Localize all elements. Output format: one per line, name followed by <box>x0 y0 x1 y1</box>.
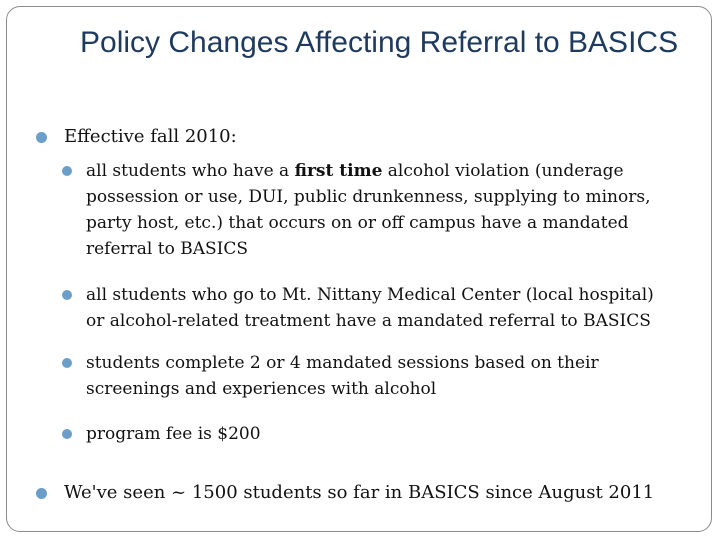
sub-bullet-medical-center <box>62 282 672 334</box>
emphasis-first-time: first time <box>294 161 383 181</box>
bullet-dot-icon <box>62 358 72 368</box>
sub-bullet-text: all students who go to Mt. Nittany Medical Center (local hospital) or alcohol-related treatment have a mandated referral to BASICS <box>86 285 654 331</box>
bullet-text: Effective fall 2010: <box>64 126 237 147</box>
slide-frame <box>6 6 712 532</box>
bullet-students-seen <box>36 480 686 506</box>
sub-bullet-text <box>62 158 672 262</box>
bullet-dot-icon <box>62 429 72 439</box>
bullet-dot-icon <box>36 132 47 143</box>
sub-bullet-text: program fee is $200 <box>86 424 261 444</box>
sub-bullet-first-time-violation <box>62 158 672 262</box>
bullet-text: We've seen ~ 1500 students so far in BASICS since August 2011 <box>64 482 655 503</box>
bullet-dot-icon <box>62 166 72 176</box>
sub-bullet-program-fee <box>62 421 672 447</box>
bullet-dot-icon <box>36 488 47 499</box>
slide-title: Policy Changes Affecting Referral to BASICS <box>80 26 679 59</box>
sub-bullet-sessions <box>62 350 672 402</box>
sub-bullet-text: students complete 2 or 4 mandated sessions based on their screenings and experiences with alcohol <box>86 353 599 399</box>
bullet-dot-icon <box>62 290 72 300</box>
sub-bullet-text-pre: all students who have a <box>86 161 295 181</box>
bullet-effective-fall <box>36 124 686 150</box>
sub-bullet-text-post: alcohol violation (underage possession or use, DUI, public drunkenness, supplying to minors, party host, etc.) that occurs on or off campus have a mandated referral to BASICS <box>86 161 651 259</box>
